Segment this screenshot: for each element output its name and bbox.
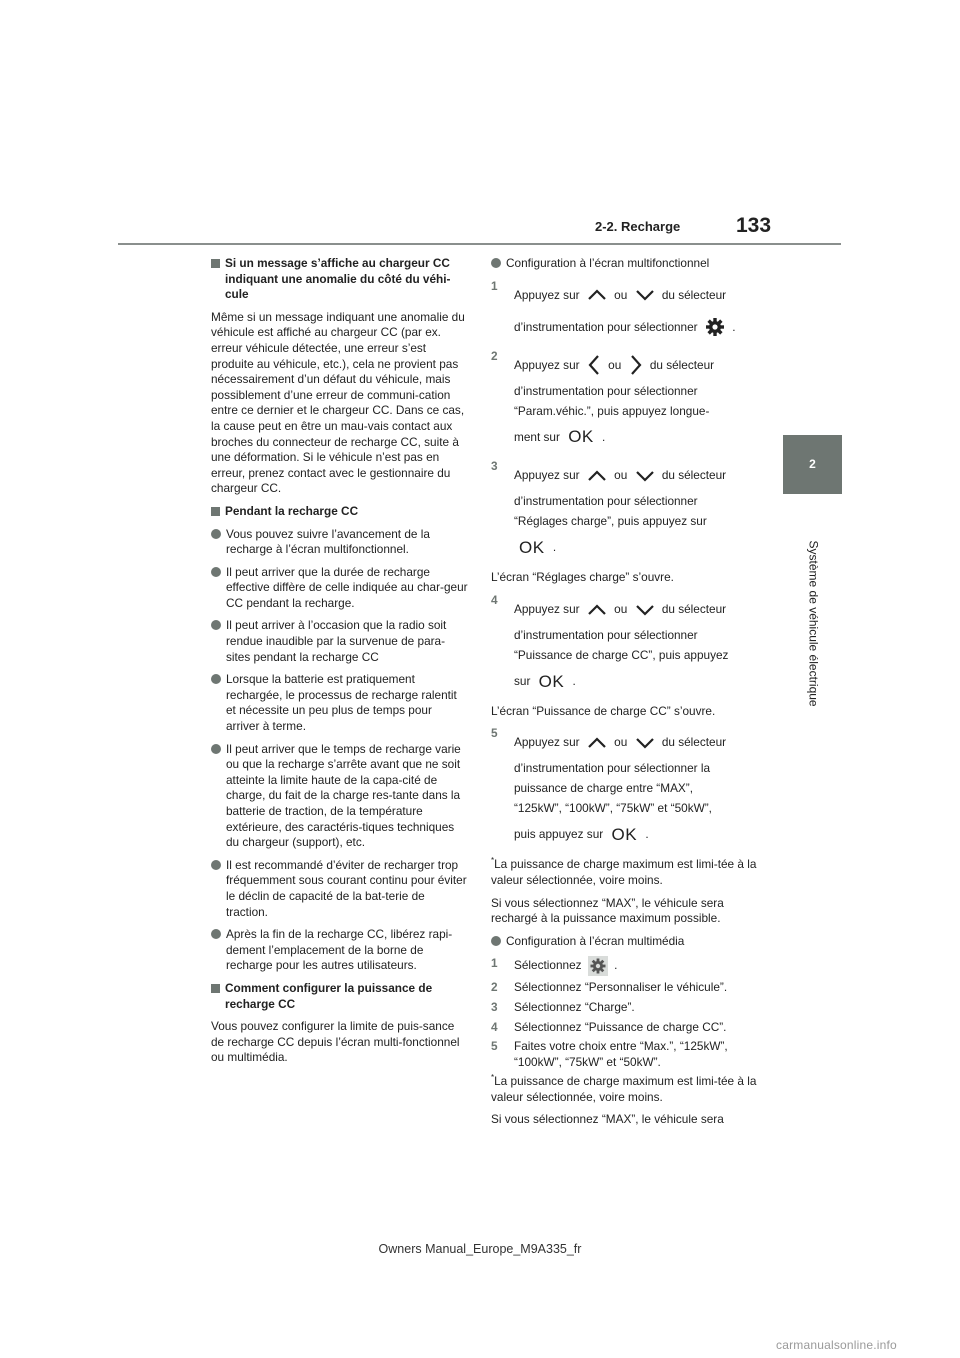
note-max-power-1: *La puissance de charge maximum est limi-tée à la valeur sélectionnée, voire moins.: [491, 856, 757, 887]
chevron-up-icon: [587, 470, 607, 482]
chevron-right-icon: [629, 354, 643, 376]
right-column: [491, 256, 761, 1135]
chapter-side-label: Système de véhicule électrique: [806, 540, 821, 707]
list-item: Il peut arriver que le temps de recharge varie ou que la recharge s’arrête avant que ne soit atteinte la limite haute de la capa-cité de charge, du fait de la charge res-tante dans la batterie de traction, de la température extérieure, des caractéris-tiques techniques du chargeur (support), etc.: [211, 742, 468, 851]
chevron-left-icon: [587, 354, 601, 376]
step-number: 2: [491, 348, 498, 363]
chevron-up-icon: [587, 289, 607, 301]
step-5: 5 Appuyez sur ou du sélecteur d’instrumentation pour sélectionner la puissance de charge entre “MAX”, “125kW”, “100kW”, “75kW” et “50kW”, puis appuyez sur OK .: [491, 726, 761, 851]
step-number: 2: [491, 980, 498, 995]
step-number: 5: [491, 726, 498, 741]
paragraph-dc-charger-message: Même si un message indiquant une anomalie du véhicule est affiché au chargeur CC (par ex. erreur véhicule détectée, une erreur s’est produite au véhicule, etc.), cela ne provient pas nécessairement d’un défaut du véhicule, mais possiblement d’une erreur de communi-cation entre ce dernier et le chargeur CC. Dans ce cas, la cause peut en être un mau-vais contact aux broches du connecteur de recharge CC, suite à une déformation. Si le véhicule n’est pas en erreur, prenez contact avec le gestionnaire du chargeur CC.: [211, 309, 465, 496]
step-3: 3 Appuyez sur ou du sélecteur d’instrumentation pour sélectionner “Réglages charge”, puis appuyez sur OK .: [491, 459, 761, 564]
ok-button-icon: OK: [568, 427, 594, 447]
heading-dc-charger-message: Si un message s’affiche au chargeur CC indiquant une anomalie du côté du véhi-cule: [211, 256, 468, 303]
watermark: carmanualsonline.info: [776, 1338, 897, 1352]
multimedia-step-5: 5 Faites votre choix entre “Max.”, “125kW”, “100kW”, “75kW” et “50kW”.: [491, 1039, 728, 1069]
section-title: 2-2. Recharge: [595, 219, 681, 234]
chevron-down-icon: [635, 289, 655, 301]
step-number: 1: [491, 278, 498, 293]
step-number: 4: [491, 592, 498, 607]
step-4: 4 Appuyez sur ou du sélecteur d’instrumentation pour sélectionner “Puissance de charge CC”, puis appuyez sur OK .: [491, 593, 761, 698]
list-item: Vous pouvez suivre l’avancement de la recharge à l’écran multifonctionnel.: [211, 527, 468, 558]
chapter-tab: 2: [783, 435, 842, 494]
multimedia-step-1: 1 Sélectionnez .: [491, 956, 761, 976]
gear-icon: [588, 956, 608, 976]
ok-button-icon: OK: [538, 671, 565, 691]
heading-configure-dc-power: Comment configurer la puissance de recharge CC: [211, 981, 468, 1012]
step-number: 3: [491, 459, 498, 474]
paragraph-settings-screen: L’écran “Réglages charge” s’ouvre.: [491, 570, 674, 585]
chevron-up-icon: [587, 604, 607, 616]
heading-during-dc-charge: Pendant la recharge CC: [211, 504, 468, 520]
step-2: 2 Appuyez sur ou du sélecteur d’instrumentation pour sélectionner “Param.véhic.”, puis appuyez longue- ment sur OK .: [491, 349, 761, 454]
gear-icon: [705, 317, 725, 337]
step-number: 4: [491, 1019, 498, 1034]
step-number: 1: [491, 956, 498, 971]
note-max-power-2: *La puissance de charge maximum est limi-tée à la valeur sélectionnée, voire moins.: [491, 1073, 757, 1104]
left-column: [211, 256, 468, 1073]
page-number: 133: [736, 214, 772, 237]
ok-button-icon: OK: [611, 825, 638, 845]
header-divider: [118, 243, 841, 245]
note-max-setting-2: Si vous sélectionnez “MAX”, le véhicule sera: [491, 1112, 724, 1127]
list-item-multifunction-config: Configuration à l’écran multifonctionnel: [491, 256, 761, 272]
multimedia-step-3: 3 Sélectionnez “Charge”.: [491, 999, 635, 1014]
chevron-down-icon: [635, 604, 655, 616]
paragraph-configure-dc-power: Vous pouvez configurer la limite de puis-sance de recharge CC depuis l’écran multi-fonctionnel ou multimédia.: [211, 1019, 460, 1065]
list-item: Lorsque la batterie est pratiquement rechargée, le processus de recharge ralentit et nécessite un peu plus de temps pour arriver à terme.: [211, 672, 468, 734]
list-item: Après la fin de la recharge CC, libérez rapi-dement l’emplacement de la borne de recharge pour les autres utilisateurs.: [211, 927, 468, 974]
list-item: Il peut arriver à l’occasion que la radio soit rendue inaudible par la survenue de para-sites pendant la recharge CC: [211, 618, 468, 665]
paragraph-power-screen: L’écran “Puissance de charge CC” s’ouvre.: [491, 703, 716, 718]
footer-manual-id: Owners Manual_Europe_M9A335_fr: [378, 1242, 582, 1256]
ok-button-icon: OK: [519, 538, 545, 558]
step-1: 1 Appuyez sur ou du sélecteur d’instrumentation pour sélectionner .: [491, 279, 761, 343]
step-number: 5: [491, 1039, 498, 1054]
chevron-down-icon: [635, 470, 655, 482]
list-item: Il peut arriver que la durée de recharge effective diffère de celle indiquée au char-geur CC pendant la recharge.: [211, 565, 468, 612]
multimedia-step-4: 4 Sélectionnez “Puissance de charge CC”.: [491, 1019, 727, 1034]
step-number: 3: [491, 999, 498, 1014]
note-max-setting-1: Si vous sélectionnez “MAX”, le véhicule sera rechargé à la puissance maximum possible.: [491, 895, 724, 926]
list-item-multimedia-config: Configuration à l’écran multimédia: [491, 934, 761, 950]
chevron-down-icon: [635, 737, 655, 749]
multimedia-step-2: 2 Sélectionnez “Personnaliser le véhicule”.: [491, 980, 728, 995]
list-item: Il est recommandé d’éviter de recharger trop fréquemment sous courant continu pour éviter le déclin de capacité de la bat-terie de traction.: [211, 858, 468, 920]
chevron-up-icon: [587, 737, 607, 749]
